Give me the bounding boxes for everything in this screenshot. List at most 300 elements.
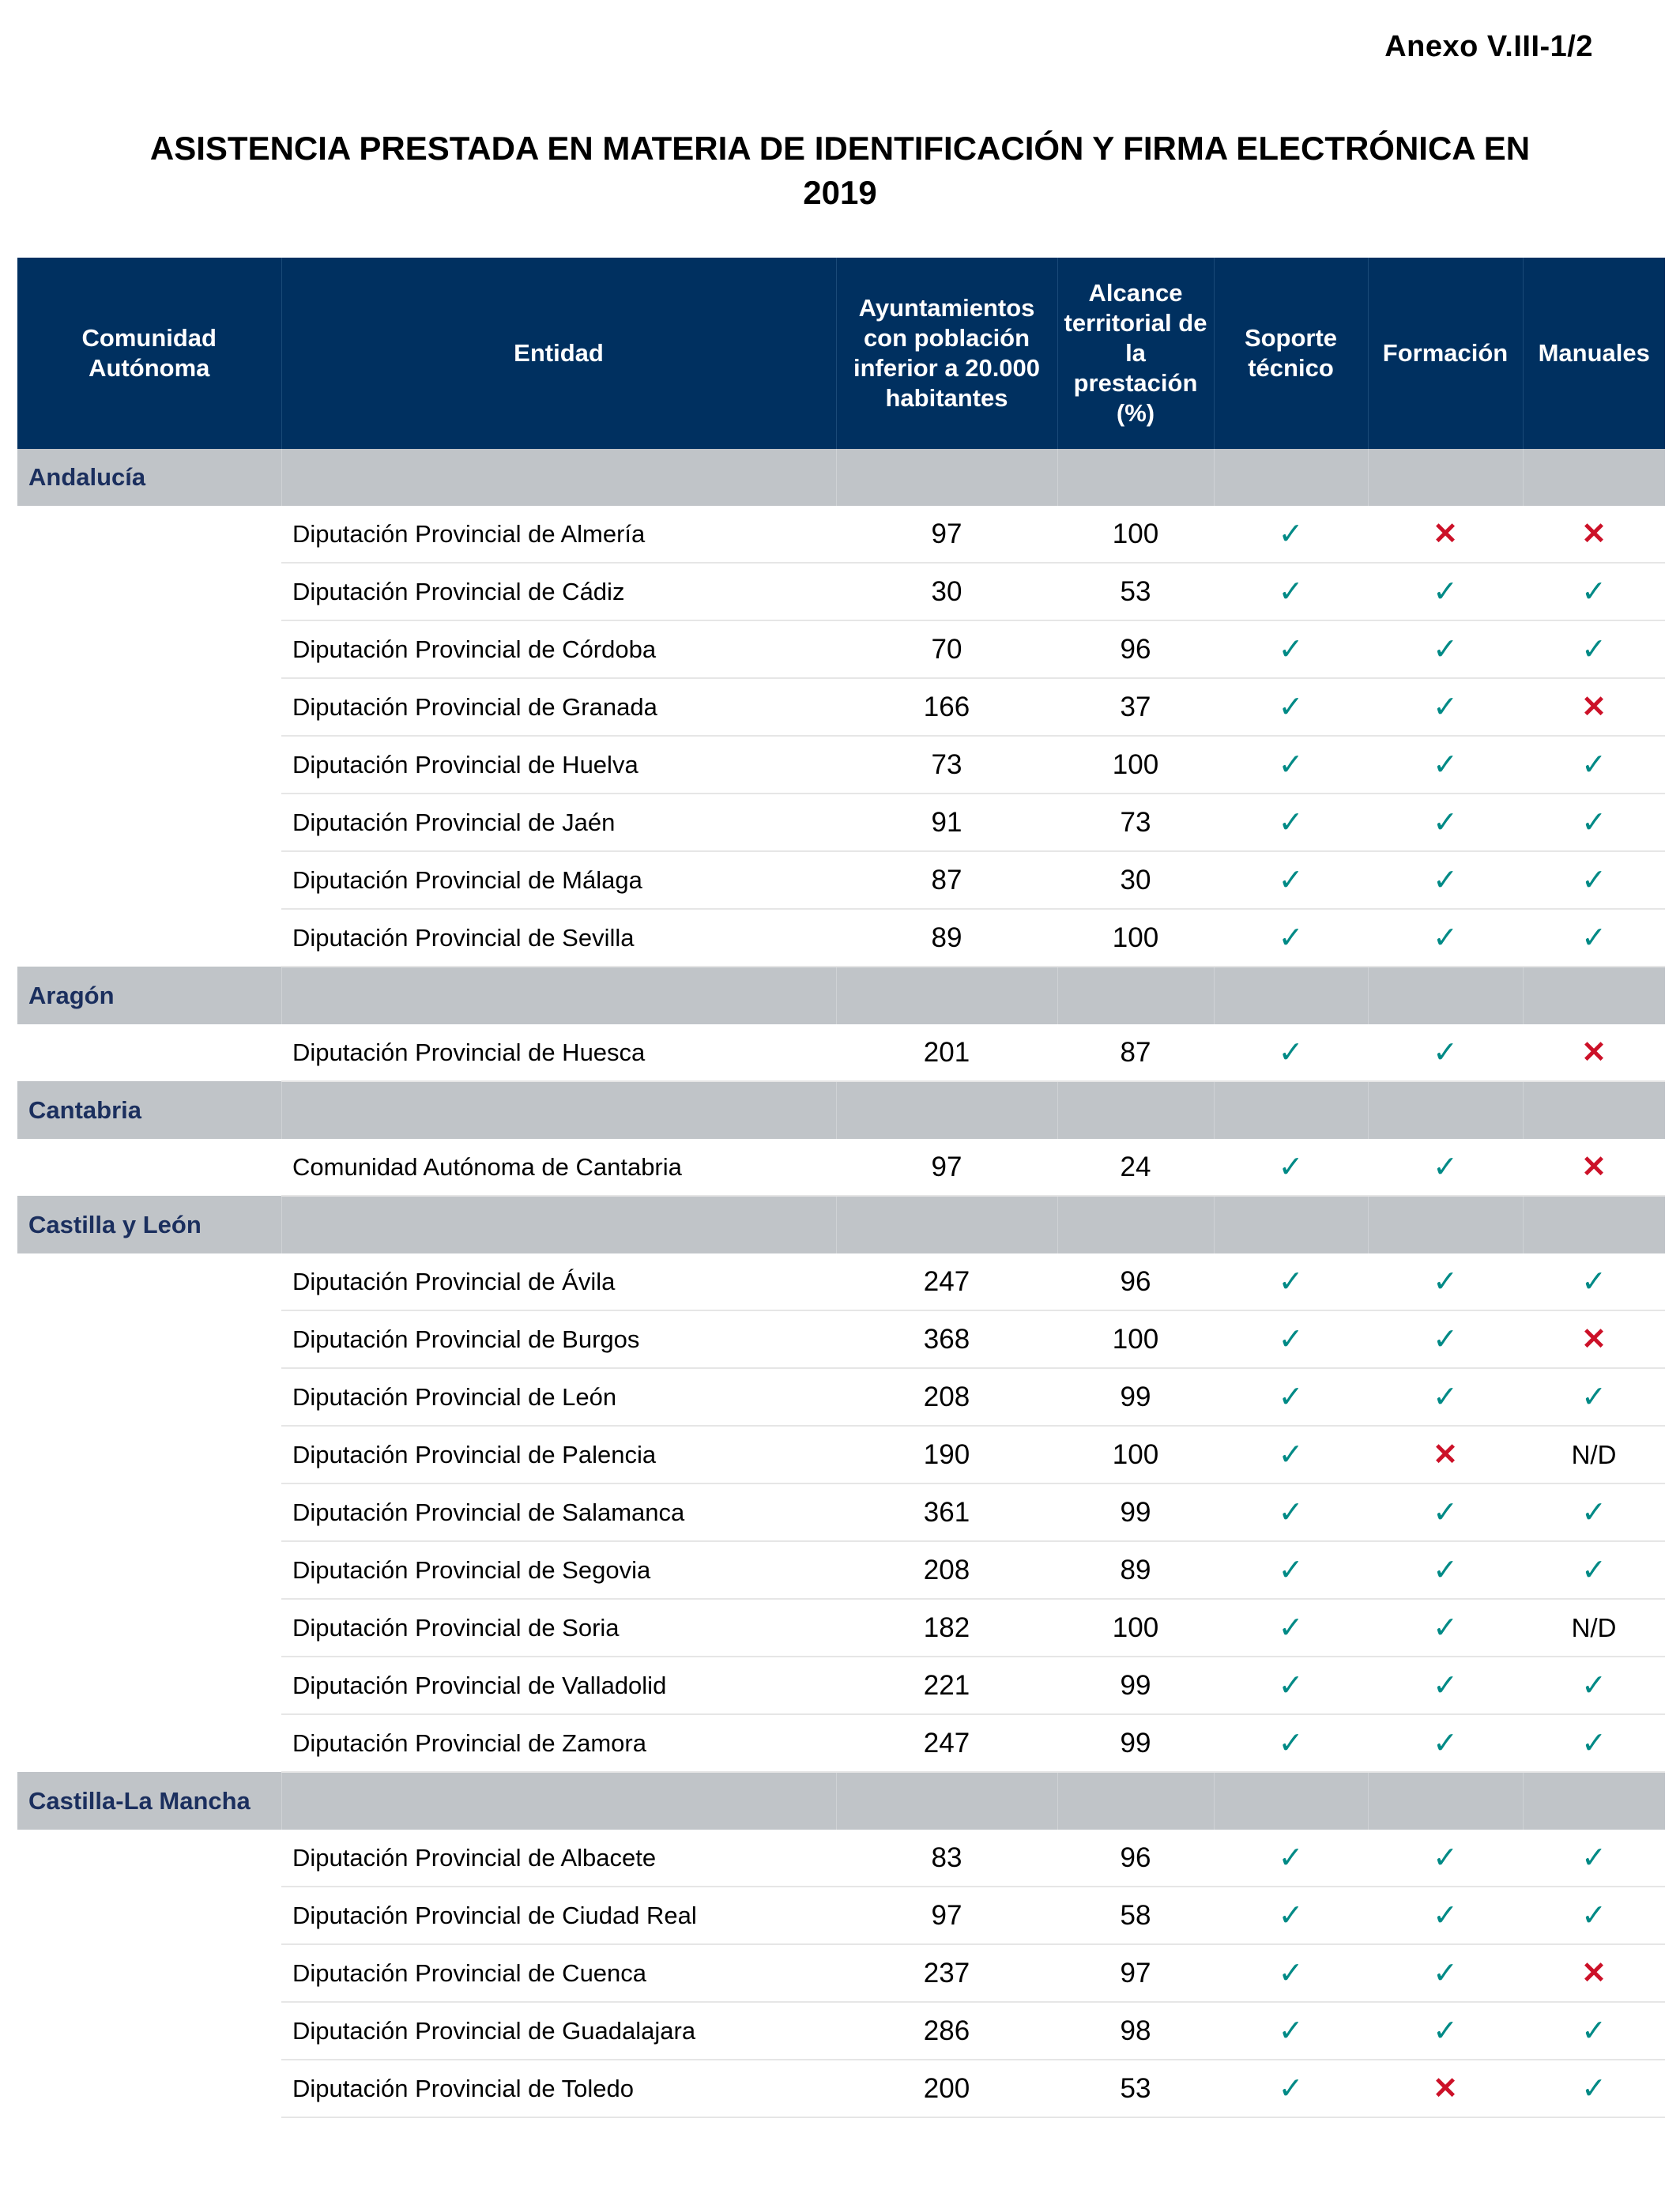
soporte-cell [1214, 620, 1368, 678]
soporte-cell [1214, 736, 1368, 794]
region-band-cell [1214, 1196, 1368, 1253]
alcance-percent: 99 [1057, 1368, 1214, 1426]
check-icon: ✓ [1581, 1381, 1607, 1414]
cross-icon: ✕ [1581, 518, 1607, 551]
manuales-cell [1523, 1541, 1665, 1599]
check-icon: ✓ [1278, 1036, 1304, 1069]
soporte-cell [1214, 1139, 1368, 1196]
check-icon: ✓ [1433, 1612, 1458, 1645]
alcance-percent: 99 [1057, 1483, 1214, 1541]
not-available-label: N/D [1571, 1440, 1617, 1469]
region-row [17, 1196, 1665, 1253]
region-name: Cantabria [17, 1081, 281, 1139]
check-icon: ✓ [1433, 1381, 1458, 1414]
alcance-percent: 97 [1057, 1944, 1214, 2002]
table-row [17, 1657, 1665, 1714]
alcance-percent: 98 [1057, 2002, 1214, 2060]
check-icon: ✓ [1278, 922, 1304, 955]
header-manuales: Manuales [1523, 258, 1665, 449]
region-band-cell [1057, 1772, 1214, 1830]
region-spacer-cell [17, 794, 281, 851]
region-band-cell [1368, 1196, 1523, 1253]
check-icon: ✓ [1278, 748, 1304, 782]
check-icon: ✓ [1581, 864, 1607, 897]
check-icon: ✓ [1278, 1554, 1304, 1587]
entity-name: Diputación Provincial de Huelva [281, 736, 836, 794]
ayuntamientos-count: 73 [836, 736, 1057, 794]
region-band-cell [836, 1196, 1057, 1253]
alcance-percent: 99 [1057, 1714, 1214, 1772]
soporte-cell [1214, 1830, 1368, 1887]
formacion-cell [1368, 1541, 1523, 1599]
check-icon: ✓ [1278, 1265, 1304, 1299]
manuales-cell [1523, 1139, 1665, 1196]
region-spacer-cell [17, 563, 281, 620]
entity-name: Diputación Provincial de Córdoba [281, 620, 836, 678]
formacion-cell [1368, 851, 1523, 909]
check-icon: ✓ [1278, 691, 1304, 724]
entity-name: Diputación Provincial de Albacete [281, 1830, 836, 1887]
manuales-cell [1523, 563, 1665, 620]
region-spacer-cell [17, 1830, 281, 1887]
manuales-cell [1523, 1426, 1665, 1483]
region-spacer-cell [17, 620, 281, 678]
table-row [17, 2002, 1665, 2060]
entity-name: Diputación Provincial de Jaén [281, 794, 836, 851]
formacion-cell [1368, 1253, 1523, 1310]
ayuntamientos-count: 182 [836, 1599, 1057, 1657]
cross-icon: ✕ [1581, 1036, 1607, 1069]
check-icon: ✓ [1433, 1669, 1458, 1702]
check-icon: ✓ [1433, 1957, 1458, 1990]
region-band-cell [1214, 1772, 1368, 1830]
formacion-cell [1368, 1024, 1523, 1081]
check-icon: ✓ [1278, 864, 1304, 897]
formacion-cell [1368, 1139, 1523, 1196]
ayuntamientos-count: 237 [836, 1944, 1057, 2002]
ayuntamientos-count: 91 [836, 794, 1057, 851]
manuales-cell [1523, 1024, 1665, 1081]
manuales-cell [1523, 620, 1665, 678]
entity-name: Diputación Provincial de Almería [281, 506, 836, 563]
table-row [17, 794, 1665, 851]
check-icon: ✓ [1278, 806, 1304, 839]
formacion-cell [1368, 620, 1523, 678]
region-spacer-cell [17, 851, 281, 909]
entity-name: Diputación Provincial de Málaga [281, 851, 836, 909]
region-band-cell [1523, 1081, 1665, 1139]
manuales-cell [1523, 1483, 1665, 1541]
ayuntamientos-count: 221 [836, 1657, 1057, 1714]
table-row [17, 563, 1665, 620]
manuales-cell [1523, 1714, 1665, 1772]
check-icon: ✓ [1278, 633, 1304, 666]
manuales-cell [1523, 2060, 1665, 2117]
manuales-cell [1523, 1657, 1665, 1714]
soporte-cell [1214, 678, 1368, 736]
manuales-cell [1523, 909, 1665, 967]
table-row [17, 1139, 1665, 1196]
check-icon: ✓ [1581, 633, 1607, 666]
header-formacion: Formación [1368, 258, 1523, 449]
entity-name: Comunidad Autónoma de Cantabria [281, 1139, 836, 1196]
alcance-percent: 100 [1057, 909, 1214, 967]
formacion-cell [1368, 2060, 1523, 2117]
entity-name: Diputación Provincial de Ávila [281, 1253, 836, 1310]
region-spacer-cell [17, 678, 281, 736]
region-spacer-cell [17, 1657, 281, 1714]
soporte-cell [1214, 2002, 1368, 2060]
soporte-cell [1214, 1714, 1368, 1772]
table-row [17, 1368, 1665, 1426]
soporte-cell [1214, 851, 1368, 909]
alcance-percent: 87 [1057, 1024, 1214, 1081]
ayuntamientos-count: 208 [836, 1368, 1057, 1426]
soporte-cell [1214, 1310, 1368, 1368]
check-icon: ✓ [1278, 1323, 1304, 1356]
alcance-percent: 99 [1057, 1657, 1214, 1714]
manuales-cell [1523, 851, 1665, 909]
formacion-cell [1368, 1310, 1523, 1368]
ayuntamientos-count: 361 [836, 1483, 1057, 1541]
entity-name: Diputación Provincial de Sevilla [281, 909, 836, 967]
region-spacer-cell [17, 1599, 281, 1657]
header-soporte: Soporte técnico [1214, 258, 1368, 449]
check-icon: ✓ [1581, 1842, 1607, 1875]
region-band-cell [281, 967, 836, 1024]
table-row [17, 736, 1665, 794]
region-band-cell [1214, 449, 1368, 506]
ayuntamientos-count: 368 [836, 1310, 1057, 1368]
manuales-cell [1523, 1944, 1665, 2002]
check-icon: ✓ [1278, 1899, 1304, 1932]
formacion-cell [1368, 1483, 1523, 1541]
check-icon: ✓ [1433, 691, 1458, 724]
entity-name: Diputación Provincial de Cuenca [281, 1944, 836, 2002]
table-header [17, 258, 1665, 449]
region-band-cell [1214, 967, 1368, 1024]
check-icon: ✓ [1433, 1265, 1458, 1299]
entity-name: Diputación Provincial de Guadalajara [281, 2002, 836, 2060]
header-entidad: Entidad [281, 258, 836, 449]
region-row [17, 1772, 1665, 1830]
alcance-percent: 96 [1057, 1253, 1214, 1310]
region-spacer-cell [17, 1944, 281, 2002]
alcance-percent: 37 [1057, 678, 1214, 736]
entity-name: Diputación Provincial de Burgos [281, 1310, 836, 1368]
region-band-cell [281, 449, 836, 506]
region-name: Aragón [17, 967, 281, 1024]
entity-name: Diputación Provincial de Segovia [281, 1541, 836, 1599]
formacion-cell [1368, 1944, 1523, 2002]
ayuntamientos-count: 166 [836, 678, 1057, 736]
title-line-1: ASISTENCIA PRESTADA EN MATERIA DE IDENTIFICACIÓN Y FIRMA ELECTRÓNICA EN [149, 130, 1531, 167]
region-row [17, 967, 1665, 1024]
formacion-cell [1368, 736, 1523, 794]
table-row [17, 1024, 1665, 1081]
manuales-cell [1523, 736, 1665, 794]
formacion-cell [1368, 794, 1523, 851]
check-icon: ✓ [1433, 575, 1458, 609]
manuales-cell [1523, 1830, 1665, 1887]
formacion-cell [1368, 1657, 1523, 1714]
alcance-percent: 58 [1057, 1887, 1214, 1944]
region-band-cell [1523, 1196, 1665, 1253]
region-band-cell [1057, 1081, 1214, 1139]
soporte-cell [1214, 1426, 1368, 1483]
manuales-cell [1523, 1368, 1665, 1426]
region-band-cell [281, 1081, 836, 1139]
table-row [17, 678, 1665, 736]
table-row [17, 1541, 1665, 1599]
check-icon: ✓ [1278, 518, 1304, 551]
formacion-cell [1368, 1368, 1523, 1426]
check-icon: ✓ [1433, 864, 1458, 897]
soporte-cell [1214, 2060, 1368, 2117]
table-row [17, 506, 1665, 563]
soporte-cell [1214, 1253, 1368, 1310]
ayuntamientos-count: 200 [836, 2060, 1057, 2117]
cross-icon: ✕ [1581, 691, 1607, 724]
manuales-cell [1523, 2002, 1665, 2060]
check-icon: ✓ [1581, 2015, 1607, 2048]
region-band-cell [1368, 1081, 1523, 1139]
alcance-percent: 89 [1057, 1541, 1214, 1599]
soporte-cell [1214, 1599, 1368, 1657]
alcance-percent: 96 [1057, 620, 1214, 678]
assistance-table [17, 258, 1665, 2118]
alcance-percent: 100 [1057, 736, 1214, 794]
region-spacer-cell [17, 736, 281, 794]
soporte-cell [1214, 909, 1368, 967]
cross-icon: ✕ [1581, 1957, 1607, 1990]
check-icon: ✓ [1433, 633, 1458, 666]
region-band-cell [836, 1081, 1057, 1139]
page-title [0, 126, 1680, 215]
check-icon: ✓ [1581, 2072, 1607, 2105]
entity-name: Diputación Provincial de Zamora [281, 1714, 836, 1772]
check-icon: ✓ [1278, 1612, 1304, 1645]
check-icon: ✓ [1581, 1899, 1607, 1932]
table-row [17, 1599, 1665, 1657]
table-row [17, 1310, 1665, 1368]
soporte-cell [1214, 1657, 1368, 1714]
region-row [17, 1081, 1665, 1139]
soporte-cell [1214, 1887, 1368, 1944]
entity-name: Diputación Provincial de Salamanca [281, 1483, 836, 1541]
manuales-cell [1523, 1599, 1665, 1657]
region-spacer-cell [17, 1024, 281, 1081]
check-icon: ✓ [1278, 575, 1304, 609]
check-icon: ✓ [1433, 1899, 1458, 1932]
table-row [17, 909, 1665, 967]
region-spacer-cell [17, 1483, 281, 1541]
region-spacer-cell [17, 2060, 281, 2117]
check-icon: ✓ [1433, 2015, 1458, 2048]
soporte-cell [1214, 506, 1368, 563]
region-spacer-cell [17, 506, 281, 563]
check-icon: ✓ [1433, 1727, 1458, 1760]
soporte-cell [1214, 794, 1368, 851]
check-icon: ✓ [1433, 1554, 1458, 1587]
formacion-cell [1368, 1830, 1523, 1887]
check-icon: ✓ [1581, 1727, 1607, 1760]
check-icon: ✓ [1433, 748, 1458, 782]
ayuntamientos-count: 97 [836, 1139, 1057, 1196]
manuales-cell [1523, 506, 1665, 563]
check-icon: ✓ [1278, 1727, 1304, 1760]
region-band-cell [1057, 449, 1214, 506]
alcance-percent: 53 [1057, 2060, 1214, 2117]
ayuntamientos-count: 286 [836, 2002, 1057, 2060]
region-band-cell [836, 449, 1057, 506]
ayuntamientos-count: 30 [836, 563, 1057, 620]
table-row [17, 1830, 1665, 1887]
region-spacer-cell [17, 1139, 281, 1196]
table-body [17, 449, 1665, 2117]
check-icon: ✓ [1278, 1842, 1304, 1875]
region-band-cell [1523, 1772, 1665, 1830]
table-row [17, 1426, 1665, 1483]
table-row [17, 1483, 1665, 1541]
ayuntamientos-count: 87 [836, 851, 1057, 909]
ayuntamientos-count: 89 [836, 909, 1057, 967]
not-available-label: N/D [1571, 1613, 1617, 1642]
soporte-cell [1214, 1541, 1368, 1599]
ayuntamientos-count: 70 [836, 620, 1057, 678]
region-row [17, 449, 1665, 506]
region-name: Castilla-La Mancha [17, 1772, 281, 1830]
check-icon: ✓ [1278, 1496, 1304, 1529]
manuales-cell [1523, 678, 1665, 736]
formacion-cell [1368, 2002, 1523, 2060]
ayuntamientos-count: 190 [836, 1426, 1057, 1483]
region-band-cell [1368, 967, 1523, 1024]
alcance-percent: 96 [1057, 1830, 1214, 1887]
check-icon: ✓ [1433, 1496, 1458, 1529]
soporte-cell [1214, 1944, 1368, 2002]
alcance-percent: 30 [1057, 851, 1214, 909]
title-line-2: 2019 [803, 174, 877, 211]
region-band-cell [1523, 449, 1665, 506]
check-icon: ✓ [1433, 1151, 1458, 1184]
check-icon: ✓ [1433, 806, 1458, 839]
region-band-cell [281, 1772, 836, 1830]
formacion-cell [1368, 678, 1523, 736]
check-icon: ✓ [1581, 1496, 1607, 1529]
region-spacer-cell [17, 1541, 281, 1599]
entity-name: Diputación Provincial de Ciudad Real [281, 1887, 836, 1944]
check-icon: ✓ [1433, 1036, 1458, 1069]
check-icon: ✓ [1278, 2072, 1304, 2105]
table-row [17, 1253, 1665, 1310]
check-icon: ✓ [1433, 1323, 1458, 1356]
soporte-cell [1214, 1368, 1368, 1426]
region-spacer-cell [17, 1310, 281, 1368]
formacion-cell [1368, 909, 1523, 967]
formacion-cell [1368, 506, 1523, 563]
check-icon: ✓ [1581, 922, 1607, 955]
check-icon: ✓ [1581, 1669, 1607, 1702]
table-row [17, 2060, 1665, 2117]
manuales-cell [1523, 1887, 1665, 1944]
cross-icon: ✕ [1433, 2072, 1458, 2105]
region-band-cell [836, 1772, 1057, 1830]
alcance-percent: 24 [1057, 1139, 1214, 1196]
ayuntamientos-count: 97 [836, 506, 1057, 563]
soporte-cell [1214, 1024, 1368, 1081]
header-comunidad: Comunidad Autónoma [17, 258, 281, 449]
check-icon: ✓ [1278, 2015, 1304, 2048]
check-icon: ✓ [1581, 748, 1607, 782]
check-icon: ✓ [1278, 1151, 1304, 1184]
entity-name: Diputación Provincial de Granada [281, 678, 836, 736]
entity-name: Diputación Provincial de Toledo [281, 2060, 836, 2117]
region-band-cell [1057, 967, 1214, 1024]
ayuntamientos-count: 201 [836, 1024, 1057, 1081]
soporte-cell [1214, 563, 1368, 620]
table-row [17, 1714, 1665, 1772]
check-icon: ✓ [1278, 1669, 1304, 1702]
table-row [17, 620, 1665, 678]
ayuntamientos-count: 97 [836, 1887, 1057, 1944]
region-band-cell [1523, 967, 1665, 1024]
check-icon: ✓ [1278, 1957, 1304, 1990]
alcance-percent: 53 [1057, 563, 1214, 620]
cross-icon: ✕ [1581, 1151, 1607, 1184]
soporte-cell [1214, 1483, 1368, 1541]
ayuntamientos-count: 208 [836, 1541, 1057, 1599]
entity-name: Diputación Provincial de León [281, 1368, 836, 1426]
formacion-cell [1368, 1714, 1523, 1772]
region-band-cell [836, 967, 1057, 1024]
ayuntamientos-count: 247 [836, 1714, 1057, 1772]
manuales-cell [1523, 794, 1665, 851]
check-icon: ✓ [1433, 922, 1458, 955]
annex-label: Anexo V.III-1/2 [1384, 30, 1593, 63]
check-icon: ✓ [1433, 1842, 1458, 1875]
region-spacer-cell [17, 909, 281, 967]
alcance-percent: 73 [1057, 794, 1214, 851]
check-icon: ✓ [1581, 575, 1607, 609]
alcance-percent: 100 [1057, 1599, 1214, 1657]
alcance-percent: 100 [1057, 1310, 1214, 1368]
alcance-percent: 100 [1057, 506, 1214, 563]
cross-icon: ✕ [1433, 518, 1458, 551]
check-icon: ✓ [1581, 806, 1607, 839]
region-spacer-cell [17, 1426, 281, 1483]
region-band-cell [1057, 1196, 1214, 1253]
region-name: Andalucía [17, 449, 281, 506]
formacion-cell [1368, 1887, 1523, 1944]
table-row [17, 1944, 1665, 2002]
region-band-cell [1214, 1081, 1368, 1139]
region-spacer-cell [17, 1714, 281, 1772]
cross-icon: ✕ [1433, 1438, 1458, 1472]
cross-icon: ✕ [1581, 1323, 1607, 1356]
entity-name: Diputación Provincial de Valladolid [281, 1657, 836, 1714]
region-band-cell [1368, 1772, 1523, 1830]
check-icon: ✓ [1278, 1381, 1304, 1414]
entity-name: Diputación Provincial de Soria [281, 1599, 836, 1657]
manuales-cell [1523, 1310, 1665, 1368]
entity-name: Diputación Provincial de Cádiz [281, 563, 836, 620]
check-icon: ✓ [1278, 1438, 1304, 1472]
table-row [17, 1887, 1665, 1944]
check-icon: ✓ [1581, 1554, 1607, 1587]
formacion-cell [1368, 1599, 1523, 1657]
ayuntamientos-count: 247 [836, 1253, 1057, 1310]
